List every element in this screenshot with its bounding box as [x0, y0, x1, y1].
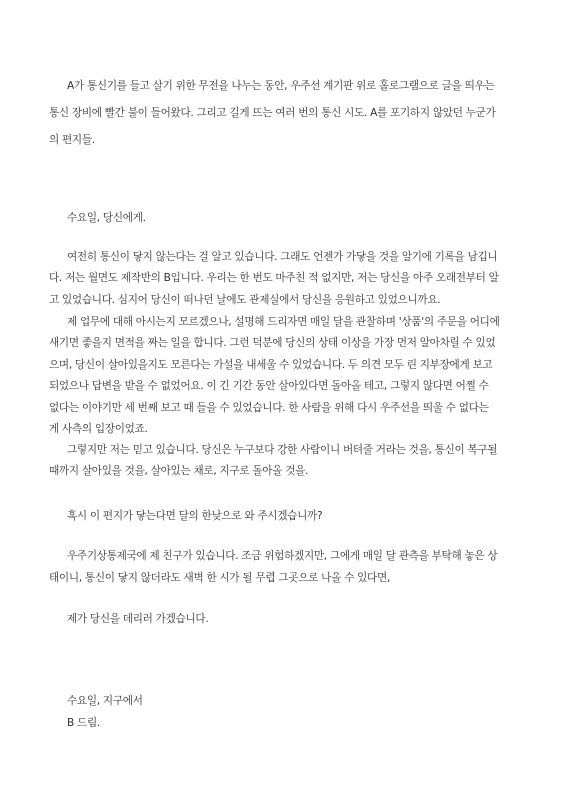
paragraph-line: 없다는 이야기만 세 번째 보고 때 들을 수 있었습니다. 한 사람을 위해 다시 우주선을 띄울 수 없다는 [49, 402, 489, 414]
paragraph-line: 새기면 좋을지 면적을 짜는 일을 합니다. 그런 덕분에 당신의 상태 이상을 가장 먼저 알아차릴 수 있었 [49, 337, 496, 349]
paragraph-line: 그렇지만 저는 믿고 있습니다. 당신은 누구보다 강한 사람이니 버텨줄 거라는 것을, 통신이 복구될 [67, 444, 498, 456]
paragraph-line: 혹시 이 편지가 닿는다면 달의 한낮으로 와 주시겠습니까? [67, 510, 323, 522]
intro-line: 의 편지들. [49, 134, 95, 146]
intro-line: 통신 장비에 빨간 불이 들어왔다. 그리고 길게 뜨는 여러 번의 통신 시도. A를 포기하지 않았던 누군가 [49, 107, 496, 119]
paragraph-line: 제가 당신을 데리러 가겠습니다. [67, 613, 209, 625]
paragraph-line: 우주기상통제국에 제 친구가 있습니다. 조금 위험하겠지만, 그에게 매일 달 관측을 부탁해 놓은 상 [67, 550, 498, 562]
intro-line: A가 통신기를 들고 살기 위한 무전을 나누는 동안, 우주선 계기판 위로 홀로그램으로 글을 띄우는 [67, 80, 495, 92]
paragraph-line: 제 업무에 대해 아시는지 모르겠으나, 설명해 드리자면 매일 달을 관찰하며 '상품'의 주문을 어디에 [67, 316, 500, 328]
paragraph-line: 되었으나 답변을 받을 수 없었어요. 이 긴 기간 동안 살아있다면 돌아올 테고, 그렇지 않다면 어쩔 수 [49, 380, 489, 392]
signature-text: B 드림. [67, 717, 100, 729]
paragraph-line: 여전히 통신이 닿지 않는다는 걸 알고 있습니다. 그래도 언젠가 가닿을 것을 알기에 기록을 남깁니 [67, 251, 498, 263]
salutation-text: 수요일, 당신에게. [67, 212, 146, 224]
paragraph-line: 게 사측의 입장이었죠. [49, 423, 148, 435]
paragraph-line: 태이니, 통신이 닿지 않더라도 새벽 한 시가 될 무렵 그곳으로 나올 수 있다면, [49, 572, 390, 584]
paragraph-line: 고 있었습니다. 심지어 당신이 떠나던 날에도 관제실에서 당신을 응원하고 있었으니까요. [49, 294, 441, 306]
paragraph-line: 때까지 살아있을 것을, 살아있는 채로, 지구로 돌아올 것을. [49, 465, 309, 477]
paragraph-line: 다. 저는 월면도 제작반의 B입니다. 우리는 한 번도 마주친 적 없지만, 저는 당신을 아주 오래전부터 알 [49, 272, 499, 284]
paragraph-line: 으며, 당신이 살아있을지도 모른다는 가설을 내세울 수 있었습니다. 두 의견 모두 린 지부장에게 보고 [49, 359, 493, 371]
closing-text: 수요일, 지구에서 [67, 695, 143, 707]
